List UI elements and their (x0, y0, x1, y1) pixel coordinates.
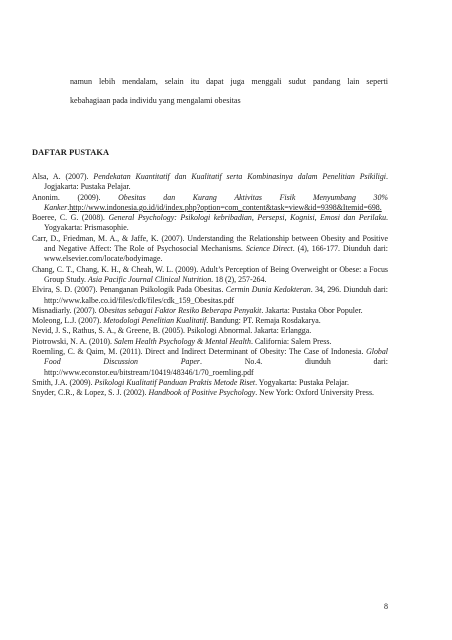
section-heading: DAFTAR PUSTAKA (32, 148, 110, 157)
reference-title: Asia Pacific Journal Clinical Nutrition (87, 274, 212, 284)
reference-title: Science Direct (245, 244, 293, 254)
intro-paragraph (70, 72, 388, 110)
reference-text: . (67, 202, 70, 212)
reference-text: . Jogjakarta: Pustaka Pelajar. (44, 172, 388, 192)
reference-entry (32, 193, 388, 214)
reference-text: Alsa, A. (2007). (32, 172, 94, 181)
intro-line-2: kebahagiaan pada individu yang mengalami obesitas (70, 96, 241, 105)
reference-title: Cermin Dunia Kedokteran (225, 285, 311, 295)
reference-text: Misnadiarly. (2007). (32, 305, 99, 315)
reference-title: Obesitas dan Kurang Aktivitas Fisik Menyumbang 30% Kanker (44, 192, 388, 212)
reference-text: . California: Salem Press. (250, 336, 332, 346)
reference-text: Piotrowski, N. A. (2010). (32, 336, 114, 346)
reference-text: Elvira, S. D. (2007). Penanganan Psikologik Pada Obesitas. (32, 285, 226, 295)
reference-entry (32, 306, 388, 316)
reference-text: Chang, C. T., Chang, K. H., & Cheah, W. L. (2009). Adult’s Perception of Being Overweight or Obese: a Focus Group Study. (32, 264, 388, 284)
reference-entry (32, 326, 388, 336)
reference-text: . Yogyakarta: Prismasophie. (44, 213, 388, 233)
reference-text: . New York: Oxford University Press. (255, 388, 375, 398)
reference-text: . Bandung: PT. Remaja Rosdakarya. (206, 316, 321, 326)
reference-entry (32, 265, 388, 286)
reference-text: Nevid, J. S., Rathus, S. A., & Greene, B. (2005). Psikologi Abnormal. Jakarta: Erlangga. (32, 326, 312, 336)
reference-title: Salem Health Psychology & Mental Health (113, 336, 251, 346)
reference-title: Obesitas sebagai Faktor Resiko Beberapa Penyakit (98, 305, 262, 315)
reference-text: . Jakarta: Pustaka Obor Populer. (261, 305, 363, 315)
reference-link[interactable]: http://www.indonesia.go.id/id/index.php?option=com_content&task=view&id=9398&Itemid=698. (69, 202, 382, 212)
reference-entry (32, 285, 388, 306)
reference-text: Roemling, C. & Qaim, M. (2011). Direct and Indirect Determinant of Obesity: The Case of Indonesia. (32, 347, 367, 357)
reference-text: . Yogyakarta: Pustaka Pelajar. (255, 377, 349, 387)
reference-entry (32, 316, 388, 326)
reference-text: Anonim. (2009). (32, 192, 119, 202)
reference-entry (32, 347, 388, 378)
reference-text: . 18 (2), 257-264. (211, 274, 267, 284)
reference-entry (32, 337, 388, 347)
reference-entry (32, 172, 388, 193)
reference-entry (32, 378, 388, 388)
page-number: 8 (384, 602, 388, 611)
reference-entry (32, 213, 388, 234)
reference-title: Handbook of Positive Psychology (148, 388, 256, 398)
reference-list (32, 172, 388, 399)
reference-title: Global Food Discussion Paper (44, 347, 388, 367)
reference-text: Snyder, C.R., & Lopez, S. J. (2002). (32, 388, 149, 398)
reference-text: Moleong, L.J. (2007). (32, 316, 104, 326)
intro-line-1: namun lebih mendalam, selain itu dapat juga menggali sudut pandang lain seperti (70, 77, 388, 86)
reference-text: Carr, D., Friedman, M. A., & Jaffe, K. (2007). Understanding the Relationship between Obesity and Positive and Negative Affect: The Role of Psychosocial Mechanisms. (32, 233, 388, 254)
reference-entry (32, 388, 388, 398)
reference-text: . 34, 296. Diunduh dari: http://www.kalbe.co.id/files/cdk/files/cdk_159_Obesitas.pdf (44, 285, 388, 305)
reference-title: Pendekatan Kuantitatif dan Kualitatif serta Kombinasinya dalam Penelitian Psikiligi (93, 172, 387, 181)
reference-text: . No.4. diunduh dari: http://www.econstor.eu/bitstream/10419/48346/1/70_roemling.pdf (44, 357, 388, 377)
reference-text: Boeree, C. G. (2008). (32, 213, 109, 223)
reference-title: Psikologi Kualitatif Panduan Praktis Metode Riset (94, 377, 256, 387)
reference-title: General Psychology: Psikologi kebribadian, Persepsi, Kognisi, Emosi dan Perilaku (108, 213, 387, 223)
reference-text: . (4), 166-177. Diunduh dari: www.elsevier.com/locate/bodyimage. (44, 244, 388, 264)
reference-text: Smith, J.A. (2009). (32, 377, 95, 387)
reference-title: Metodologi Penelitian Kualitatif (103, 316, 207, 326)
reference-entry (32, 234, 388, 265)
